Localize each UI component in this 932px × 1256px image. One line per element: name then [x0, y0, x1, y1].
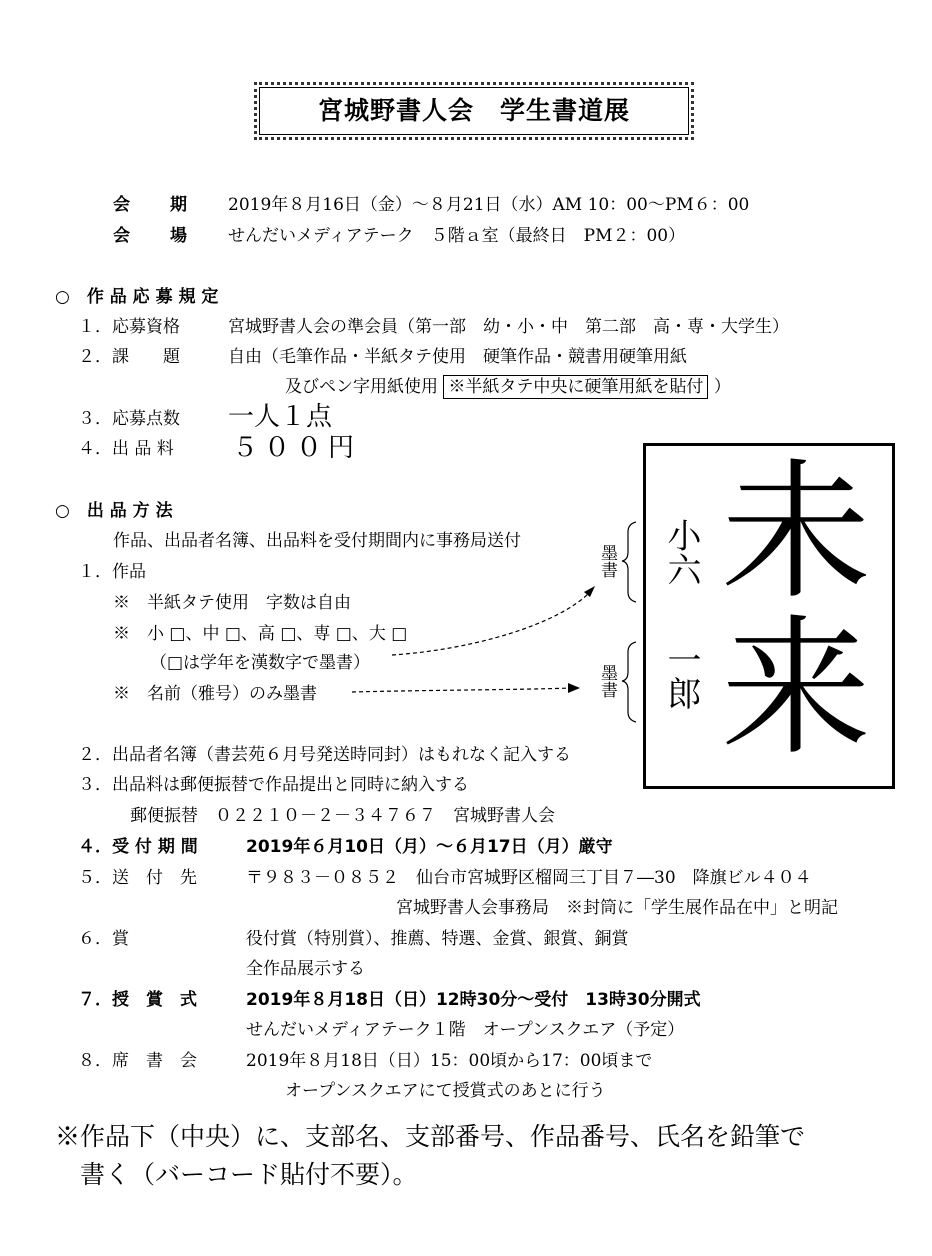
- s1-item2-boxed-note: ※半紙タテ中央に硬筆用紙を貼付: [443, 375, 708, 399]
- s2-intro: 作品、出品者名簿、出品料を受付期間内に事務局送付: [113, 531, 521, 551]
- s2-item4-label: ４．受 付 期 間: [78, 837, 198, 857]
- footer-note-line2: 書く（バーコード貼付不要）。: [80, 1160, 418, 1189]
- sample-name-bottom: 一郎: [661, 642, 701, 710]
- s2-item7-label: ７．授 賞 式: [78, 990, 197, 1010]
- s2-item6-value1: 役付賞（特別賞）、推薦、特選、金賞、銀賞、銅賞: [246, 929, 629, 949]
- s2-item6-value2: 全作品展示する: [246, 959, 365, 979]
- s1-item2-value2-pre: 及びペン字用紙使用: [285, 377, 438, 397]
- s2-item3-sub: 郵便振替 ０２２１０－２－３４７６７ 宮城野書人会: [130, 806, 555, 826]
- s2-item4-value: 2019年６月10日（月）～６月17日（月）厳守: [246, 837, 613, 857]
- s1-item1-value: 宮城野書人会の準会員（第一部 幼・小・中 第二部 高・専・大学生）: [228, 317, 789, 337]
- s1-item2-value2-post: ）: [713, 377, 731, 397]
- s2-sub3: ※ 名前（雅号）のみ墨書: [113, 684, 317, 704]
- footer-note-line1: ※作品下（中央）に、支部名、支部番号、作品番号、氏名を鉛筆で: [55, 1122, 806, 1151]
- section1-heading: ○ 作 品 応 募 規 定: [55, 287, 219, 307]
- bracket-bottom: [622, 642, 636, 722]
- sample-work-box: [643, 443, 895, 789]
- s2-item5-value2: 宮城野書人会事務局 ※封筒に「学生展作品在中」と明記: [396, 898, 838, 918]
- s2-sub2-note: （□は学年を漢数字で墨書）: [150, 653, 371, 673]
- arrow-to-bottom-bracket: [352, 688, 572, 692]
- s1-item3-value: 一人１点: [228, 402, 333, 432]
- s2-item1-label: １．作品: [78, 562, 146, 582]
- arrowhead-bottom: [568, 683, 580, 693]
- venue-value: せんだいメディアテーク ５階ａ室（最終日 PM２：00）: [228, 226, 686, 246]
- s1-item2-label: ２．課 題: [78, 347, 180, 367]
- bracket-top: [622, 522, 636, 602]
- s1-item1-label: １．応募資格: [78, 317, 180, 337]
- s1-item2-value1: 自由（毛筆作品・半紙タテ使用 硬筆作品・競書用硬筆用紙: [228, 347, 687, 367]
- venue-label-b: 場: [170, 226, 187, 246]
- period-label-b: 期: [170, 195, 187, 215]
- label-bokusho-bottom: 墨書: [597, 664, 617, 698]
- sample-char-1: 未: [721, 446, 872, 620]
- s1-item3-label: ３．応募点数: [78, 409, 180, 429]
- s2-item2: ２．出品者名簿（書芸苑６月号発送時同封）はもれなく記入する: [78, 745, 571, 765]
- period-label-a: 会: [113, 195, 130, 215]
- label-bokusho-top: 墨書: [597, 544, 617, 578]
- s2-item3: ３．出品料は郵便振替で作品提出と同時に納入する: [78, 775, 469, 795]
- s2-item6-label: ６．賞: [78, 929, 129, 949]
- s1-item4-label: ４．出 品 料: [78, 439, 174, 459]
- s2-item7-value1: 2019年８月18日（日）12時30分～受付 13時30分開式: [246, 990, 701, 1010]
- page-title: 宮城野書人会 学生書道展: [317, 96, 630, 125]
- s2-sub2: ※ 小 □、中 □、高 □、専 □、大 □: [113, 624, 408, 644]
- venue-label-a: 会: [113, 226, 130, 246]
- s2-item7-value2: せんだいメディアテーク１階 オープンスクエア（予定）: [246, 1020, 685, 1040]
- arrowhead-top: [584, 586, 595, 597]
- arrow-to-top-bracket: [392, 590, 592, 655]
- s2-item8-label: ８．席 書 会: [78, 1051, 197, 1071]
- period-value: 2019年８月16日（金）～８月21日（水）AM 10：00～PM６：00: [228, 195, 750, 215]
- section2-heading: ○ 出 品 方 法: [55, 501, 173, 521]
- s2-item8-value2: オープンスクエアにて授賞式のあとに行う: [285, 1081, 606, 1101]
- s2-sub1: ※ 半紙タテ使用 字数は自由: [113, 593, 351, 613]
- sample-char-2: 来: [721, 602, 872, 776]
- s1-item4-value: ５００円: [232, 433, 361, 463]
- s2-item5-value1: 〒９８３－０８５２ 仙台市宮城野区榴岡三丁目７―30 降旗ビル４０４: [246, 868, 812, 888]
- s2-item8-value1: 2019年８月18日（日）15：00頃から17：00頃まで: [246, 1051, 653, 1071]
- sample-name-top: 小六: [661, 518, 701, 586]
- s2-item5-label: ５．送 付 先: [78, 868, 197, 888]
